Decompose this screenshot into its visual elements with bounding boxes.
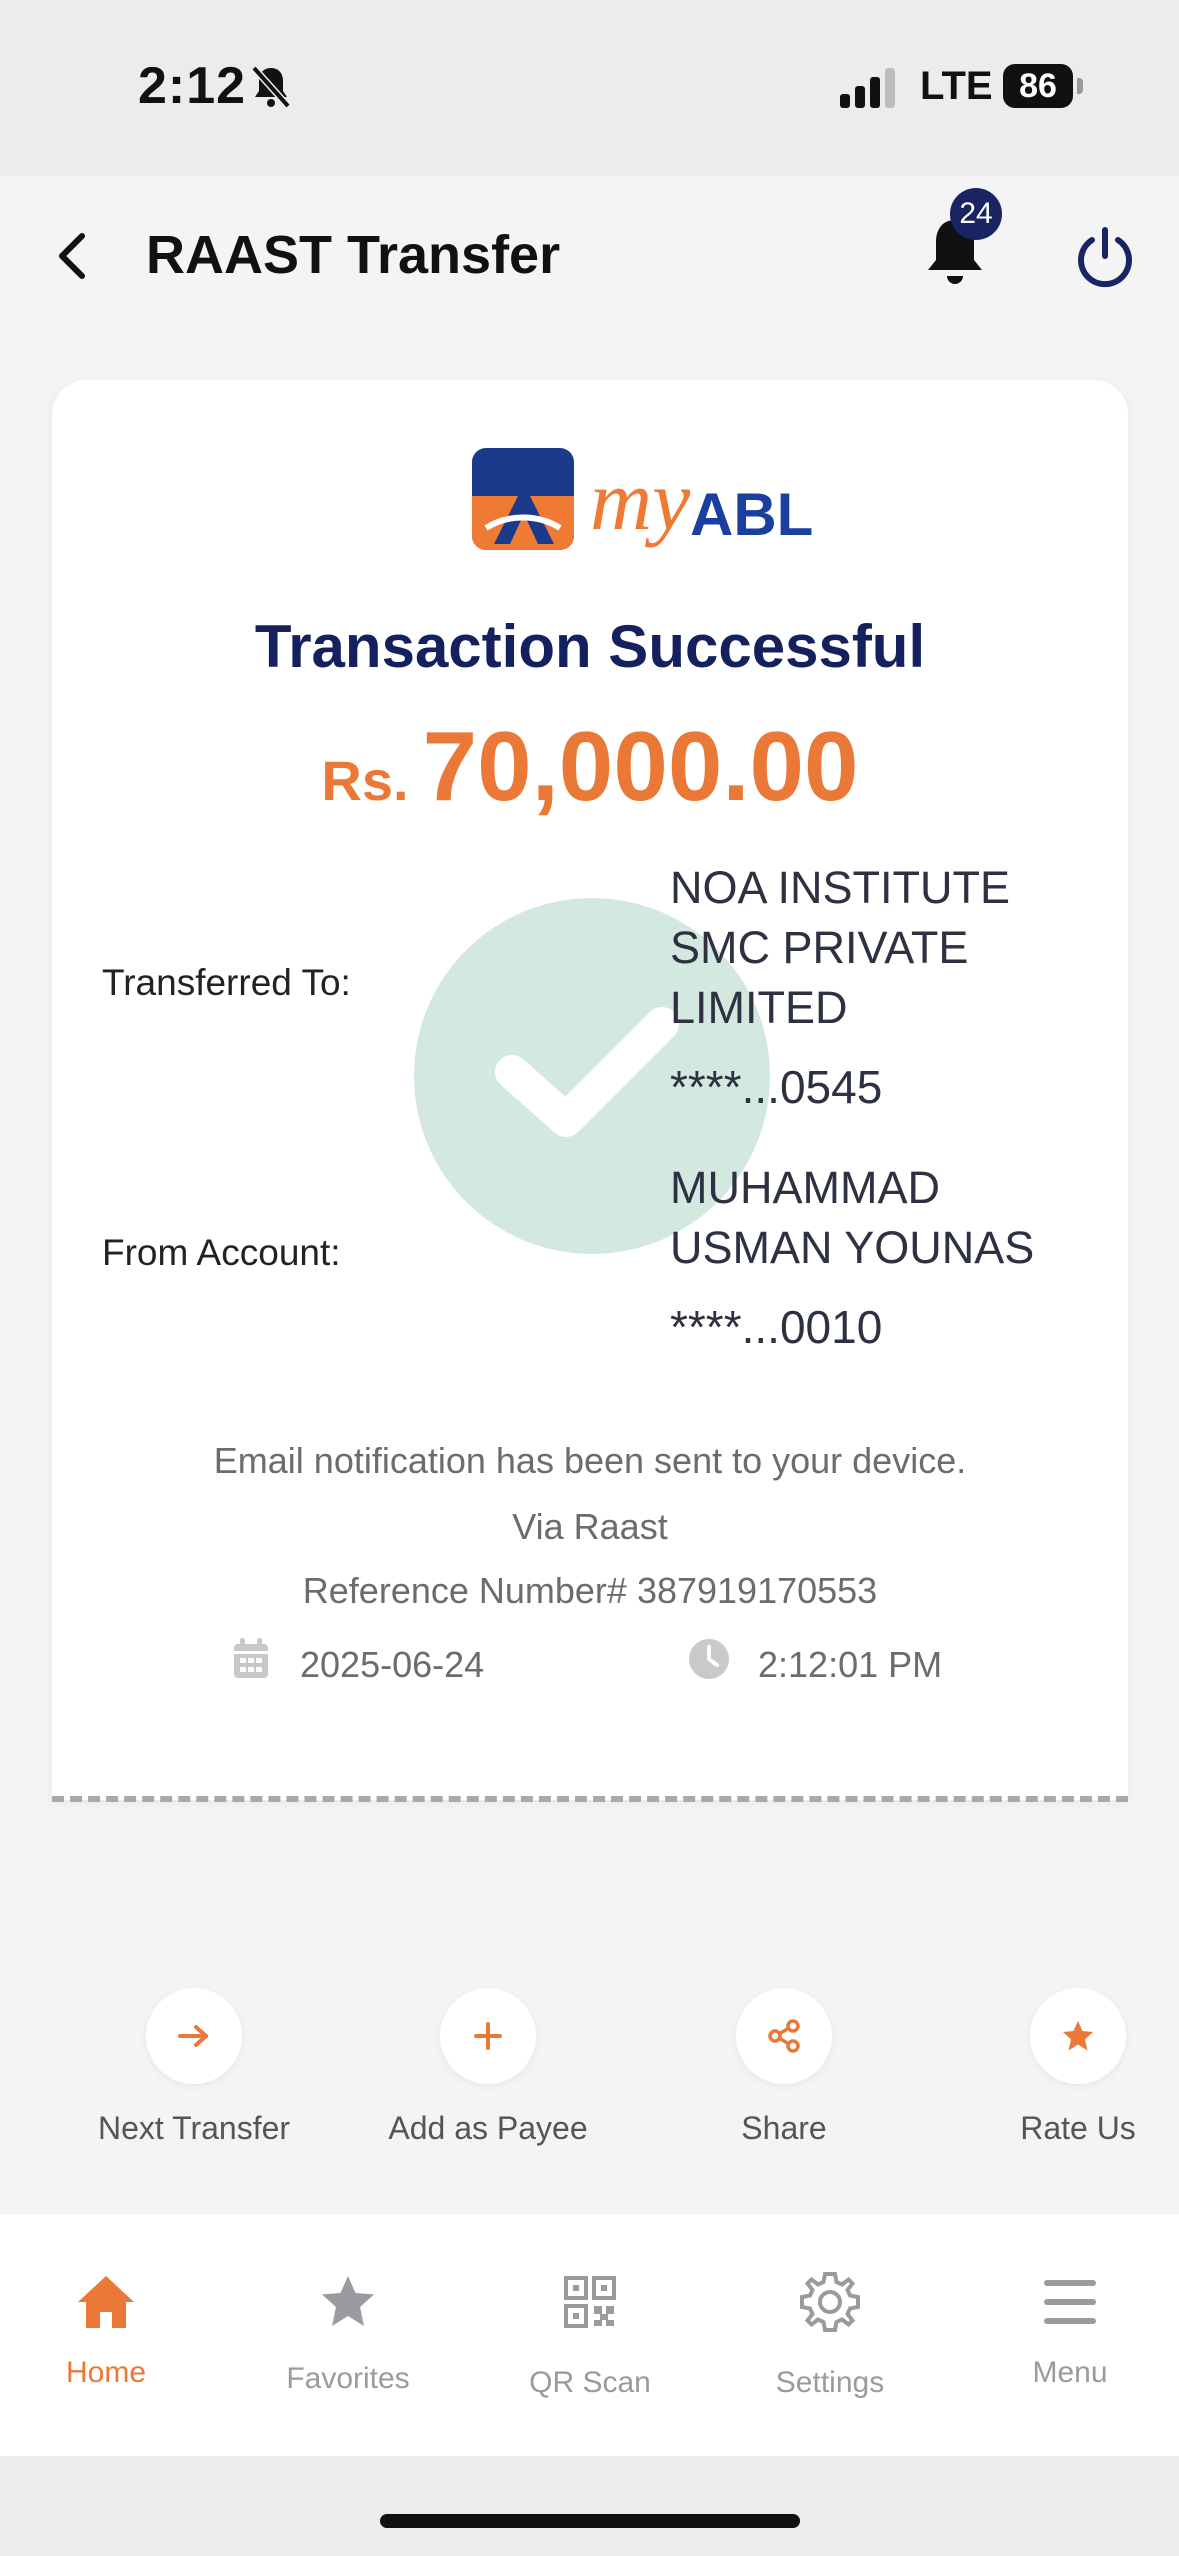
- receipt-tear-line: [52, 1796, 1128, 1802]
- home-indicator[interactable]: [380, 2514, 800, 2528]
- transferred-to-label: Transferred To:: [102, 962, 351, 1003]
- calendar-icon: [232, 1638, 270, 1680]
- logout-power-icon[interactable]: [1074, 226, 1136, 288]
- gear-icon: [798, 2270, 862, 2334]
- back-arrow-icon[interactable]: [48, 228, 98, 284]
- network-type: LTE: [920, 64, 993, 108]
- from-account-label: From Account:: [102, 1232, 341, 1273]
- rate-us-button[interactable]: [1030, 1988, 1126, 2084]
- payee-account: ****...0545: [670, 1061, 883, 1113]
- myabl-logo-badge: [472, 448, 574, 550]
- email-notice: Email notification has been sent to your device.: [213, 1440, 967, 1481]
- plus-icon: [473, 2021, 503, 2051]
- bottom-navigation: [0, 2214, 1179, 2456]
- share-button[interactable]: [736, 1988, 832, 2084]
- nav-menu[interactable]: [970, 2270, 1170, 2420]
- home-indicator-area: [0, 2456, 1179, 2556]
- logo-emblem-icon: [472, 448, 574, 550]
- sender-account: ****...0010: [670, 1301, 883, 1353]
- nav-settings-label: Settings: [775, 2366, 885, 2399]
- nav-favorites[interactable]: [248, 2270, 448, 2420]
- reference-number: Reference Number# 387919170553: [302, 1570, 878, 1611]
- transaction-status-title: Transaction Successful: [254, 613, 926, 680]
- add-payee-action[interactable]: [378, 1988, 598, 2158]
- app-header: [0, 176, 1179, 336]
- logo-my-text: my: [590, 452, 691, 548]
- payee-name: NOA INSTITUTE SMC PRIVATE LIMITED: [670, 862, 1011, 1033]
- receipt-card: [52, 380, 1128, 1800]
- status-time: 2:12: [138, 57, 247, 115]
- transaction-date: 2025-06-24: [300, 1644, 485, 1685]
- qr-icon: [558, 2270, 622, 2334]
- notification-badge: 24: [950, 188, 1002, 240]
- nav-qr-scan-label: QR Scan: [529, 2366, 651, 2399]
- clock-icon: [688, 1638, 730, 1680]
- next-transfer-label: Next Transfer: [97, 2110, 291, 2146]
- status-bar: [0, 0, 1179, 176]
- myabl-logo: [472, 448, 812, 560]
- transaction-time: 2:12:01 PM: [758, 1644, 943, 1685]
- cell-signal-icon: [838, 68, 900, 110]
- menu-icon: [1038, 2270, 1102, 2334]
- silent-bell-icon: [250, 64, 292, 110]
- sender-name: MUHAMMAD USMAN YOUNAS: [670, 1162, 1035, 1273]
- amount-currency: Rs.: [321, 749, 409, 812]
- amount-value: 70,000.00: [422, 711, 859, 821]
- nav-menu-label: Menu: [1032, 2356, 1108, 2389]
- add-payee-label: Add as Payee: [388, 2110, 588, 2146]
- add-payee-button[interactable]: [440, 1988, 536, 2084]
- nav-home-label: Home: [65, 2356, 147, 2389]
- nav-settings[interactable]: [730, 2270, 930, 2420]
- transfer-channel: Via Raast: [512, 1506, 668, 1547]
- nav-home[interactable]: [6, 2270, 206, 2420]
- next-transfer-button[interactable]: [146, 1988, 242, 2084]
- battery-level: 86: [1003, 64, 1073, 108]
- transfer-amount: [52, 710, 1128, 823]
- rate-us-action[interactable]: [968, 1988, 1179, 2158]
- share-label: Share: [741, 2110, 827, 2146]
- home-icon: [74, 2270, 138, 2334]
- nav-qr-scan[interactable]: [490, 2270, 690, 2420]
- arrow-right-icon: [176, 2022, 212, 2050]
- logo-abl-text: ABL: [690, 481, 814, 548]
- page-title: RAAST Transfer: [146, 225, 561, 285]
- rate-us-label: Rate Us: [1020, 2110, 1136, 2146]
- star-icon: [316, 2270, 380, 2334]
- share-action[interactable]: [674, 1988, 894, 2158]
- battery-tip: [1077, 78, 1083, 94]
- next-transfer-action[interactable]: [84, 1988, 304, 2158]
- nav-favorites-label: Favorites: [286, 2362, 410, 2395]
- star-icon: [1061, 2019, 1095, 2053]
- share-icon: [767, 2019, 801, 2053]
